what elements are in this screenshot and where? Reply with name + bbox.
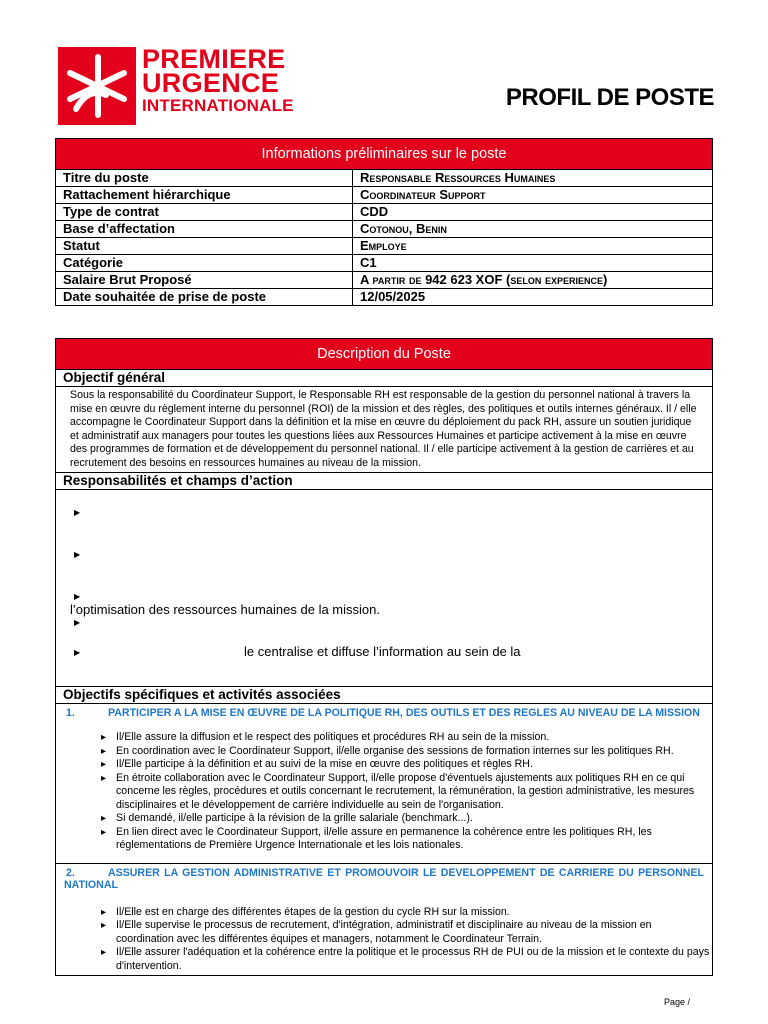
description-header: Description du Poste [56, 339, 713, 370]
row-value: Cotonou, Benin [353, 221, 713, 238]
list-item: ▸ Il/Elle est en charge des différentes étapes de la gestion du cycle RH sur la mission. [56, 906, 712, 920]
list-item: ▸ Il/Elle assurer l'adéquation et la cohérence entre la politique et le processus RH de PUI ou de la mission et le contexte du pays d'intervention. [56, 946, 712, 973]
table-row [56, 289, 713, 306]
list-item: ▸ Il/Elle assure la diffusion et le respect des politiques et procédures RH au sein de la mission. [56, 731, 712, 745]
page-footer: Page / [663, 997, 690, 1007]
objectif-general-text: Sous la responsabilité du Coordinateur Support, le Responsable RH est responsable de la gestion du personnel national à travers la mise en œuvre du règlement interne du personnel (ROI) de la mission et des règles, des politiques et outils internes généraux. Il / elle accompagne le Coordinateur Support dans la définition et la mise en œuvre du déploiement du pack RH, assure un soutien juridique et administratif aux managers pour toutes les questions liées aux Ressources Humaines et participe activement à la mise en œuvre des programmes de formation et de développement du personnel national. Il / elle participe activement à la gestion de carrières et au recrutement des besoins en ressources humaines au niveau de la mission. [56, 387, 713, 473]
table-row [56, 255, 713, 272]
row-label: Rattachement hiérarchique [56, 187, 353, 204]
objectifs-specifiques-label: Objectifs spécifiques et activités associées [56, 687, 713, 704]
row-value: Employe [353, 238, 713, 255]
row-label: Base d’affectation [56, 221, 353, 238]
row-label: Titre du poste [56, 170, 353, 187]
table-row [56, 272, 713, 289]
list-item: ▸ Il/Elle participe à la définition et au suivi de la mise en œuvre des politiques et règles RH. [56, 758, 712, 772]
responsabilites-label: Responsabilités et champs d’action [56, 473, 713, 490]
section-1 [56, 704, 713, 864]
bullet-arrow-icon: ▶ [74, 508, 81, 517]
logo-line3: INTERNATIONALE [142, 96, 294, 115]
objectif-general-label: Objectif général [56, 370, 713, 387]
row-label: Type de contrat [56, 204, 353, 221]
list-item: ▸ En lien direct avec le Coordinateur Support, il/elle assure en permanence la cohérence entre les politiques RH, les réglementations de Première Urgence Internationale et les lois nationales. [56, 826, 712, 853]
bullet-arrow-icon: ▶ [74, 592, 81, 601]
logo-text [142, 44, 294, 117]
logo-line1: PREMIERE [142, 44, 286, 74]
responsabilite-text: l’optimisation des ressources humaines de la mission. [70, 602, 380, 617]
bullet-arrow-icon: ▶ [74, 648, 81, 657]
section-title: PARTICIPER A LA MISE EN ŒUVRE DE LA POLITIQUE RH, DES OUTILS ET DES REGLES AU NIVEAU DE LA MISSION [108, 707, 700, 719]
list-item: ▸ Si demandé, il/elle participe à la révision de la grille salariale (benchmark...). [56, 812, 712, 826]
row-value: Coordinateur Support [353, 187, 713, 204]
responsabilites-body [56, 490, 713, 687]
section-number: 2. [66, 866, 75, 879]
table-row [56, 170, 713, 187]
section-2-list [56, 906, 712, 974]
description-table [55, 338, 713, 976]
table-row [56, 187, 713, 204]
logo-line2: URGENCE [142, 68, 280, 98]
row-value: A partir de 942 623 XOF (selon experience) [353, 272, 713, 289]
responsabilite-text: le centralise et diffuse l’information au sein de la [244, 644, 521, 659]
section-1-list [56, 731, 712, 853]
list-item: ▸ En coordination avec le Coordinateur Support, il/elle organise des sessions de formation internes sur les politiques RH. [56, 745, 712, 759]
table-row [56, 238, 713, 255]
logo [58, 44, 313, 125]
section-2-title [56, 864, 712, 894]
table-row [56, 221, 713, 238]
row-label: Catégorie [56, 255, 353, 272]
row-value: C1 [353, 255, 713, 272]
logo-cross-icon [58, 47, 136, 125]
row-value: Responsable Ressources Humaines [353, 170, 713, 187]
section-title: ASSURER LA GESTION ADMINISTRATIVE ET PROMOUVOIR LE DEVELOPPEMENT DE CARRIERE DU PERSONNEL NATIONAL [64, 866, 704, 891]
bullet-arrow-icon: ▶ [74, 550, 81, 559]
table-row [56, 204, 713, 221]
list-item: ▸ En étroite collaboration avec le Coordinateur Support, il/elle propose d'éventuels ajustements aux politiques RH en ce qui concerne les règles, procédures et outils concernant le recrutement, la rémunération, la gestion administrative, les mesures disciplinaires et le développement de carrière individuelle au sein de l'organisation. [56, 772, 712, 813]
section-number: 1. [66, 707, 75, 719]
row-value: 12/05/2025 [353, 289, 713, 306]
row-label: Salaire Brut Proposé [56, 272, 353, 289]
bullet-arrow-icon: ▶ [74, 618, 81, 627]
list-item: ▸ Il/Elle supervise le processus de recrutement, d'intégration, administratif et disciplinaire au niveau de la mission en coordination avec les différentes équipes et managers, notamment le Coordinateur Terrain. [56, 919, 712, 946]
row-label: Date souhaitée de prise de poste [56, 289, 353, 306]
info-header: Informations préliminaires sur le poste [56, 139, 713, 170]
section-1-title [56, 704, 712, 722]
row-value: CDD [353, 204, 713, 221]
document-title: PROFIL DE POSTE [505, 84, 714, 111]
info-table [55, 138, 713, 306]
row-label: Statut [56, 238, 353, 255]
section-2 [56, 863, 713, 976]
